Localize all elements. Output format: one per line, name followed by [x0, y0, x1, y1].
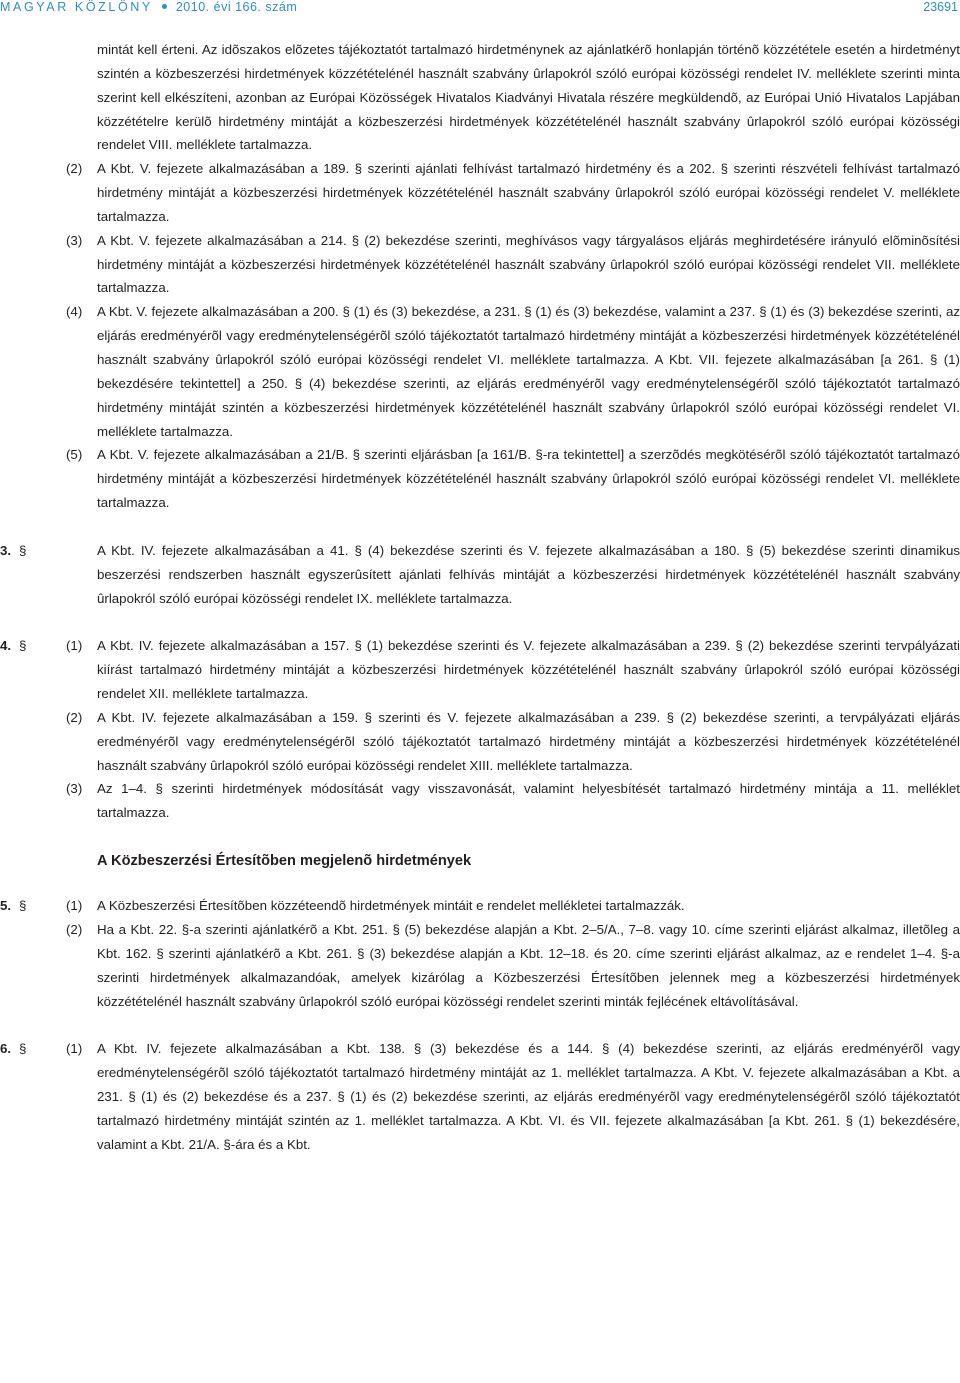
section-4-1: [0, 634, 960, 706]
subsection-label: (3): [66, 781, 83, 797]
subsection-label: (2): [66, 922, 83, 937]
spacer: [0, 1013, 960, 1037]
spacer: [0, 873, 960, 894]
section-text: A Kbt. IV. fejezete alkalmazásában a 41. § (4) bekezdése szerinti és V. fejezete alkalmazásában a 180. § (5) bekezdése szerinti dinamikus beszerzési rendszerben használt egyszerûsített ajánlati felhívás mintáját a közbeszerzési hirdetmények közzétételénél használt szabvány ûrlapokról szóló európai közösségi rendelet IX. melléklete tartalmazza.: [97, 542, 960, 606]
subsection-label: (1): [66, 638, 83, 654]
page-header: [0, 0, 960, 16]
spacer: [0, 515, 960, 539]
publication-header: [0, 0, 297, 14]
page-number: 23691: [923, 0, 958, 14]
paragraph-2: [0, 157, 960, 229]
section-number: 4.: [0, 638, 12, 654]
section-4-2: [0, 706, 960, 778]
subsection-text: A Kbt. IV. fejezete alkalmazásában a 159. § szerinti és V. fejezete alkalmazásában a 239. § (2) bekezdése szerinti, a tervpályázati eljárás eredményérõl vagy eredménytelenségérõl szóló tájékoztatót tartalmazó hirdetmény mintáját a közbeszerzési hirdetmények közzétételénél használt szabvány ûrlapokról szóló európai közösségi rendelet XIII. melléklete tartalmazza.: [97, 709, 960, 773]
subsection-text: A Kbt. V. fejezete alkalmazásában a 189. § szerinti ajánlati felhívást tartalmazó hirdetmény és a 202. § szerinti részvételi felhívást tartalmazó hirdetmény mintáját a közbeszerzési hirdetmények közzétételénél használt szabvány ûrlapokról szóló európai közösségi rendelet V. melléklete tartalmazza.: [97, 161, 960, 224]
subsection-text: A Kbt. V. fejezete alkalmazásában a 214. § (2) bekezdése szerinti, meghívásos vagy tárgyalásos eljárás meghirdetésére irányuló elõminõsítési hirdetmény mintáját a közbeszerzési hirdetmények közzétételénél használt szabvány ûrlapokról szóló európai közösségi rendelet VII. melléklete tartalmazza.: [97, 232, 960, 296]
section-number: 3.: [0, 542, 12, 558]
subsection-label: (1): [66, 1041, 83, 1057]
issue-number: 2010. évi 166. szám: [175, 0, 298, 14]
subsection-text: Ha a Kbt. 22. §-a szerinti ajánlatkérõ a Kbt. 251. § (5) bekezdése alapján a Kbt. 2–5/A., 7–8. vagy 10. címe szerinti eljárást alkalmaz, illetõleg a Kbt. 162. § szerinti ajánlatkérõ a Kbt. 261. § (3) bekezdése alapján a Kbt. 12–18. és 20. címe szerinti eljárást alkalmaz, az e rendelet 1–4. §-a szerinti hirdetmények alkalmazandóak, amelyek kizárólag a Közbeszerzési Értesítõben jelennek meg a közbeszerzési hirdetmények közzétételénél használt szabvány ûrlapokról szóló európai közösségi rendelet szerinti minták fejlécének eltávolításával.: [97, 922, 960, 1009]
subsection-text: A Kbt. V. fejezete alkalmazásában a 21/B. § szerinti eljárásban [a 161/B. §-ra tekintettel] a szerzõdés megkötésérõl szóló tájékoztatót tartalmazó hirdetmény mintáját a közbeszerzési hirdetmények közzétételénél használt szabvány ûrlapokról szóló európai közösségi rendelet VI. melléklete tartalmazza.: [97, 447, 960, 511]
subsection-text: A Kbt. IV. fejezete alkalmazásában a 157. § (1) bekezdése szerinti és V. fejezete alkalmazásában a 239. § (2) bekezdése szerinti tervpályázati kiírást tartalmazó hirdetmény mintáját a közbeszerzési hirdetmények közzétételénél használt szabvány ûrlapokról szóló európai közösségi rendelet XII. melléklete tartalmazza.: [97, 638, 960, 702]
section-5-1: [0, 894, 960, 918]
section-5-2: [0, 918, 960, 1013]
section-sign: §: [19, 1041, 27, 1057]
section-6-1: [0, 1037, 960, 1156]
separator-dot-icon: [162, 4, 167, 9]
document-body: [0, 38, 960, 1157]
paragraph-3: [0, 229, 960, 301]
spacer: [0, 825, 960, 849]
subsection-text: Az 1–4. § szerinti hirdetmények módosítását vagy visszavonását, valamint helyesbítését tartalmazó hirdetmény mintája a 11. melléklet tartalmazza.: [97, 781, 960, 821]
section-3: [0, 539, 960, 611]
subsection-text: A Közbeszerzési Értesítõben közzéteendõ hirdetmények mintáit e rendelet mellékletei tartalmazzák.: [97, 898, 685, 914]
subsection-label: (1): [66, 898, 83, 914]
subsection-text: A Kbt. IV. fejezete alkalmazásában a Kbt. 138. § (3) bekezdése és a 144. § (4) bekezdése szerinti, az eljárás eredményérõl vagy eredménytelenségérõl szóló tájékoztatót tartalmazó hirdetmény mintáját az 1. melléklet tartalmazza. A Kbt. V. fejezete alkalmazásában a Kbt. a 231. § (1) és (2) bekezdése és a 237. § (1) és (2) bekezdése szerinti, az eljárás eredményérõl vagy eredménytelenségérõl szóló tájékoztatót tartalmazó hirdetmény mintáját szintén az 1. melléklet tartalmazza. A Kbt. VI. és VII. fejezete alkalmazásában [a Kbt. 261. § (1) bekezdésére, valamint a Kbt. 21/A. §-ára és a Kbt.: [97, 1041, 960, 1152]
paragraph-5: [0, 443, 960, 515]
section-heading: A Közbeszerzési Értesítõben megjelenõ hirdetmények: [97, 853, 472, 870]
subsection-label: (2): [66, 709, 83, 725]
subsection-label: (3): [66, 232, 83, 248]
lead-paragraph: mintát kell érteni. Az idõszakos elõzetes tájékoztatót tartalmazó hirdetménynek az ajánlatkérõ honlapján történõ közzététele esetén a hirdetményt szintén a közbeszerzési hirdetmények közzétételénél használt szabvány ûrlapokról szóló európai közösségi rendelet IV. melléklete szerinti minta szerint kell elkészíteni, azonban az Európai Közösségek Hivatalos Kiadványi Hivatala részére megküldendõ, az Európai Unió Hivatalos Lapjában közzétételre kerülõ hirdetmény mintáját a közbeszerzési hirdetmények közzétételénél használt szabvány ûrlapokról szóló európai közösségi rendelet VIII. melléklete tartalmazza.: [97, 42, 960, 153]
subsection-label: (4): [66, 304, 83, 320]
subsection-label: (5): [66, 447, 83, 463]
section-sign: §: [19, 542, 27, 558]
paragraph-4: [0, 300, 960, 443]
spacer: [0, 610, 960, 634]
section-number: 6.: [0, 1041, 12, 1057]
section-4-3: [0, 777, 960, 825]
section-sign: §: [19, 898, 27, 914]
publication-name: MAGYAR KÖZLÖNY: [0, 0, 153, 14]
section-sign: §: [19, 638, 27, 654]
section-number: 5.: [0, 898, 12, 914]
subsection-text: A Kbt. V. fejezete alkalmazásában a 200. § (1) és (3) bekezdése, a 231. § (1) és (3) bekezdése, valamint a 237. § (1) és (3) bekezdése szerinti, az eljárás eredményérõl vagy eredménytelenségérõl szóló tájékoztatót tartalmazó hirdetmény mintáját a közbeszerzési hirdetmények közzétételénél használt szabvány ûrlapokról szóló európai közösségi rendelet VI. melléklete tartalmazza. A Kbt. VII. fejezete alkalmazásában [a 261. § (1) bekezdésére tekintettel] a 250. § (4) bekezdése szerinti, az eljárás eredményérõl vagy eredménytelenségérõl szóló tájékoztatót tartalmazó hirdetmény mintáját szintén a közbeszerzési hirdetmények közzétételénél használt szabvány ûrlapokról szóló európai közösségi rendelet VI. melléklete tartalmazza.: [97, 304, 960, 439]
subsection-label: (2): [66, 161, 83, 177]
